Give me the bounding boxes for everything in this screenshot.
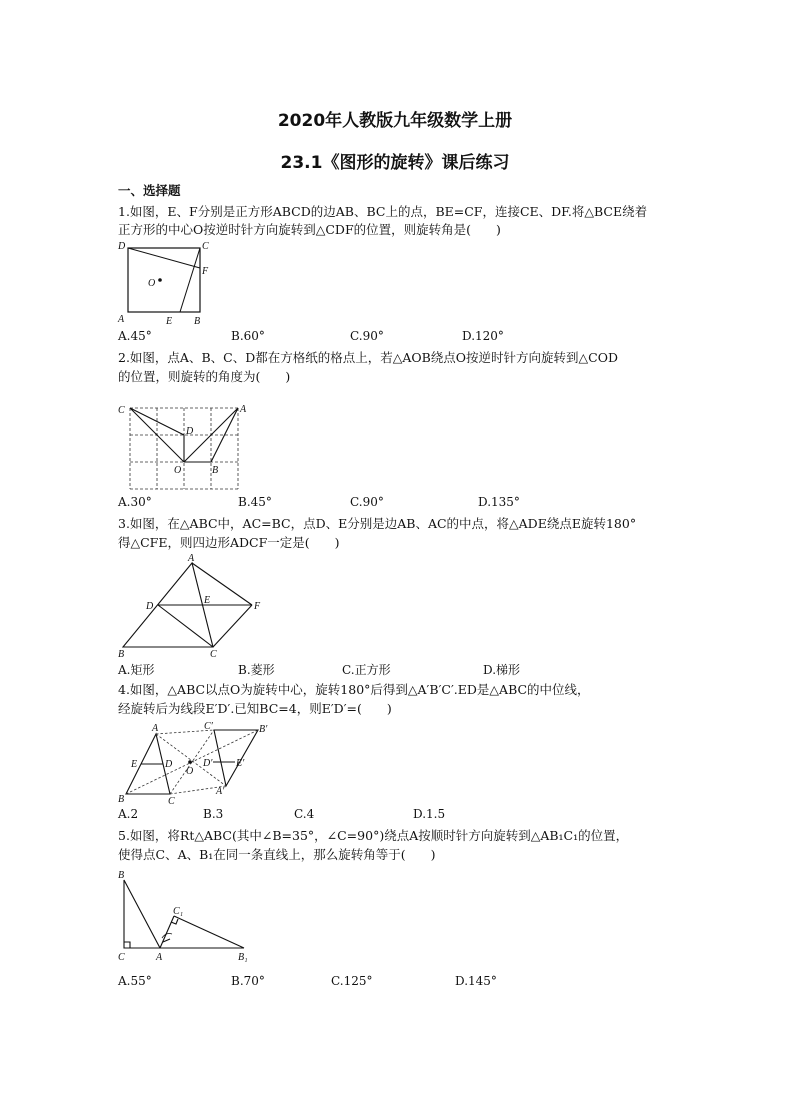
q5-option-b: B.70° (231, 974, 265, 988)
q2-option-a: A.30° (118, 495, 152, 509)
q1-label-c: C (202, 241, 209, 252)
q3-label-e: E (204, 595, 211, 606)
q4-label-a-prime: A′ (216, 786, 225, 797)
q3-option-d: D.梯形 (483, 663, 521, 677)
q2-label-a: A (240, 404, 247, 415)
q3-label-b: B (118, 649, 125, 660)
q1-label-a: A (118, 314, 125, 325)
q3-label-a: A (188, 553, 195, 564)
q3-option-b: B.菱形 (238, 663, 275, 677)
q5-label-c1: C₁ (173, 906, 184, 917)
q1-figure (118, 240, 218, 330)
q4-label-e: E (131, 759, 138, 770)
q2-label-c: C (118, 405, 125, 416)
q2-figure (118, 388, 258, 493)
q4-option-b: B.3 (203, 807, 224, 821)
q4-text-line2: 经旋转后为线段E′D′.已知BC=4，则E′D′=( ) (118, 701, 392, 716)
q1-option-d: D.120° (462, 329, 504, 343)
q3-label-c: C (210, 649, 217, 660)
q2-text-line1: 2.如图，点A、B、C、D都在方格纸的格点上，若△AOB绕点O按逆时针方向旋转到△COD (118, 350, 618, 365)
q2-label-o: O (174, 465, 182, 476)
q4-option-a: A.2 (118, 807, 139, 821)
q1-option-a: A.45° (118, 329, 152, 343)
q4-label-a: A (152, 723, 159, 734)
q5-label-b: B (118, 870, 125, 881)
q5-figure (118, 866, 263, 971)
q5-option-a: A.55° (118, 974, 152, 988)
page-title: 2020年人教版九年级数学上册 (277, 111, 513, 131)
q3-figure (118, 553, 278, 658)
q1-label-d: D (118, 241, 126, 252)
q2-text-line2: 的位置，则旋转的角度为( ) (118, 369, 291, 384)
q5-option-c: C.125° (331, 974, 373, 988)
q4-label-e-prime: E′ (236, 758, 245, 769)
q5-text-line1: 5.如图，将Rt△ABC(其中∠B=35°，∠C=90°)绕点A按顺时针方向旋转到△AB₁C₁的位置， (118, 828, 629, 843)
q4-text-line1: 4.如图，△ABC以点O为旋转中心，旋转180°后得到△A′B′C′.ED是△ABC的中位线， (118, 682, 590, 697)
q4-option-d: D.1.5 (413, 807, 446, 821)
q3-text-line1: 3.如图，在△ABC中，AC=BC，点D、E分别是边AB、AC的中点，将△ADE绕点E旋转180° (118, 516, 637, 531)
q3-option-a: A.矩形 (118, 663, 155, 677)
q5-text-line2: 使得点C、A、B₁在同一条直线上，那么旋转角等于( ) (118, 847, 436, 862)
q4-label-b: B (118, 794, 125, 805)
q3-label-d: D (146, 601, 154, 612)
q5-label-a: A (156, 952, 163, 963)
section-heading: 一、选择题 (118, 183, 181, 198)
q4-label-c: C (168, 796, 175, 807)
q1-label-b: B (194, 316, 201, 327)
q5-label-c: C (118, 952, 125, 963)
q4-option-c: C.4 (294, 807, 315, 821)
q1-option-b: B.60° (231, 329, 265, 343)
q2-option-b: B.45° (238, 495, 272, 509)
q2-option-c: C.90° (350, 495, 384, 509)
q4-label-o: O (186, 766, 194, 777)
q4-label-c-prime: C′ (204, 721, 213, 732)
q2-label-b: B (212, 465, 219, 476)
q1-option-c: C.90° (350, 329, 384, 343)
q3-label-f: F (254, 601, 261, 612)
q4-label-d-prime: D′ (203, 758, 213, 769)
q1-label-f: F (202, 266, 209, 277)
q4-figure (118, 720, 268, 805)
q3-text-line2: 得△CFE，则四边形ADCF一定是( ) (118, 535, 340, 550)
page-subtitle: 23.1《图形的旋转》课后练习 (280, 153, 510, 173)
q5-label-b1: B₁ (238, 952, 248, 963)
q1-label-o: O (148, 278, 156, 289)
q3-option-c: C.正方形 (342, 663, 391, 677)
q4-label-d: D (165, 759, 173, 770)
q1-label-e: E (166, 316, 173, 327)
q5-option-d: D.145° (455, 974, 497, 988)
q2-label-d: D (186, 426, 194, 437)
q4-label-b-prime: B′ (259, 724, 268, 735)
q2-option-d: D.135° (478, 495, 520, 509)
q1-text-line2: 正方形的中心O按逆时针方向旋转到△CDF的位置，则旋转角是( ) (118, 222, 501, 237)
q1-text-line1: 1.如图，E、F分别是正方形ABCD的边AB、BC上的点，BE=CF，连接CE、DF.将△BCE绕着 (118, 204, 648, 219)
